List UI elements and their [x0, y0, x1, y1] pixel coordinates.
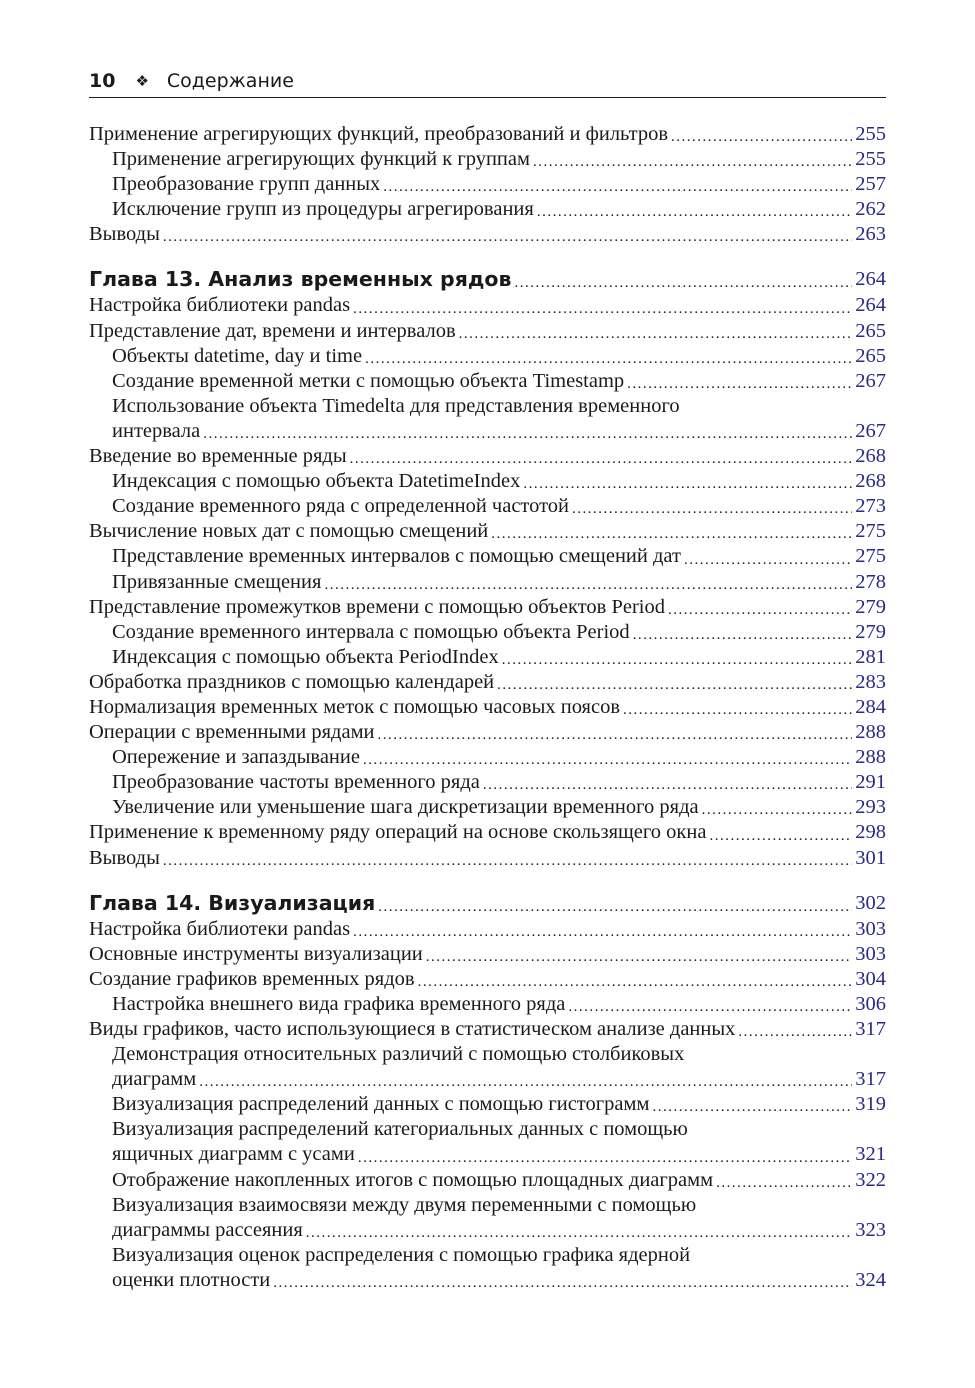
page-number: 10: [89, 69, 116, 92]
toc-page-number: 303: [855, 942, 886, 965]
toc-entry: [89, 344, 886, 369]
toc-entry-title: Увеличение или уменьшение шага дискретизации временного ряда: [112, 796, 699, 819]
toc-page-number: 255: [855, 123, 886, 145]
toc-entry: [89, 1193, 886, 1243]
dot-leader: [502, 651, 853, 670]
toc-page-number: 265: [855, 344, 886, 367]
toc-entry: [89, 570, 886, 595]
toc-chapter-entry: [89, 265, 886, 293]
toc-entry: [89, 820, 886, 845]
toc-entry: [89, 720, 886, 745]
toc-page-number: 323: [855, 1218, 886, 1241]
toc-entry-title-continuation: ящичных диаграмм с усами: [112, 1143, 355, 1166]
toc-entry: [89, 369, 886, 394]
toc-entry-title: Виды графиков, часто использующиеся в статистическом анализе данных: [89, 1018, 736, 1040]
toc-entry: [89, 670, 886, 695]
toc-entry: [89, 942, 886, 967]
running-header: [89, 64, 886, 98]
toc-entry-title: Настройка библиотеки pandas: [89, 917, 351, 940]
toc-entry: [89, 795, 886, 820]
toc-entry: [89, 745, 886, 770]
toc-entry-title: Преобразование групп данных: [112, 173, 381, 196]
dot-leader: [623, 701, 852, 720]
book-page: [89, 64, 886, 1293]
toc-entry-title: Нормализация временных меток с помощью часовых поясов: [89, 695, 621, 718]
toc-page-number: 255: [855, 148, 886, 171]
toc-entry-title: Глава 13. Анализ временных рядов: [89, 267, 512, 292]
toc-page-number: 291: [855, 771, 886, 794]
dot-leader: [163, 228, 852, 247]
toc-entry-title-continuation: диаграммы рассеяния: [112, 1218, 303, 1241]
dot-leader: [702, 801, 853, 820]
toc-page-number: 275: [855, 520, 886, 543]
dot-leader: [716, 1174, 852, 1193]
dot-leader: [483, 776, 852, 795]
toc-entry-title: Создание временного интервала с помощью объекта Period: [112, 620, 630, 643]
toc-entry-title: Основные инструменты визуализации: [89, 942, 423, 965]
dot-leader: [491, 525, 852, 544]
toc-entry-title-continuation: оценки плотности: [112, 1268, 271, 1291]
toc-page-number: 264: [855, 294, 886, 317]
dot-leader: [652, 1098, 852, 1117]
toc-entry-title: Операции с временными рядами: [89, 721, 375, 744]
toc-entry: [89, 992, 886, 1017]
dot-leader: [627, 375, 852, 394]
toc-page-number: 267: [855, 419, 886, 442]
toc-entry-title: Введение во временные ряды: [89, 445, 347, 468]
running-header-title: Содержание: [166, 69, 294, 92]
toc-page-number: 321: [855, 1143, 886, 1166]
toc-page-number: 279: [855, 620, 886, 643]
toc-entry-title: Представление промежутков времени с помощью объектов Period: [89, 595, 665, 618]
dot-leader: [684, 551, 852, 570]
toc-entry: [89, 122, 886, 147]
toc-page-number: 279: [855, 595, 886, 618]
toc-entry-title: Визуализация распределений данных с помощью гистограмм: [112, 1093, 650, 1116]
table-of-contents: [89, 122, 886, 1293]
dot-leader: [365, 350, 852, 369]
dot-leader: [199, 1073, 852, 1092]
dot-leader: [203, 425, 852, 444]
dot-leader: [568, 998, 852, 1017]
toc-entry-title: Визуализация взаимосвязи между двумя переменными с помощью: [112, 1193, 697, 1216]
toc-page-number: 284: [855, 695, 886, 718]
toc-entry: [89, 846, 886, 871]
dot-leader: [378, 726, 853, 745]
toc-page-number: 306: [855, 992, 886, 1015]
toc-entry: [89, 1042, 886, 1092]
toc-page-number: 319: [855, 1093, 886, 1116]
dot-leader: [273, 1274, 852, 1293]
toc-entry: [89, 620, 886, 645]
dot-leader: [163, 852, 852, 871]
toc-entry: [89, 770, 886, 795]
toc-entry: [89, 444, 886, 469]
diamond-icon: ❖: [135, 71, 149, 90]
dot-leader: [306, 1224, 852, 1243]
toc-page-number: 264: [855, 268, 886, 291]
toc-entry-title: Вычисление новых дат с помощью смещений: [89, 520, 489, 543]
dot-leader: [353, 923, 852, 942]
toc-entry-title: Представление временных интервалов с помощью смещений дат: [112, 545, 681, 568]
toc-entry: [89, 197, 886, 222]
toc-entry-title: Опережение и запаздывание: [112, 746, 360, 769]
toc-entry: [89, 917, 886, 942]
toc-page-number: 267: [855, 369, 886, 392]
toc-entry-title: Демонстрация относительных различий с помощью столбиковых: [112, 1043, 685, 1066]
toc-entry-title: Применение агрегирующих функций, преобразований и фильтров: [89, 123, 669, 145]
toc-entry: [89, 494, 886, 519]
dot-leader: [418, 973, 853, 992]
toc-page-number: 301: [855, 846, 886, 869]
dot-leader: [572, 500, 852, 519]
toc-entry: [89, 544, 886, 569]
toc-entry: [89, 222, 886, 247]
toc-entry-title: Создание временной метки с помощью объекта Timestamp: [112, 369, 625, 392]
toc-entry-title: Применение к временному ряду операций на основе скользящего окна: [89, 821, 707, 844]
toc-entry-title: Настройка библиотеки pandas: [89, 294, 351, 317]
toc-entry-title: Представление дат, времени и интервалов: [89, 319, 456, 342]
toc-entry-title: Индексация с помощью объекта PeriodIndex: [112, 645, 499, 668]
dot-leader: [353, 300, 852, 319]
toc-page-number: 278: [855, 570, 886, 593]
dot-leader: [378, 898, 852, 917]
toc-entry: [89, 1168, 886, 1193]
toc-entry-title: Индексация с помощью объекта DatetimeIndex: [112, 470, 521, 493]
toc-page-number: 281: [855, 645, 886, 668]
toc-page-number: 257: [855, 173, 886, 196]
toc-entry: [89, 645, 886, 670]
toc-page-number: 317: [855, 1068, 886, 1091]
toc-entry: [89, 394, 886, 444]
dot-leader: [738, 1023, 852, 1042]
toc-entry-title-continuation: интервала: [112, 419, 201, 442]
dot-leader: [514, 274, 852, 293]
toc-entry-title: Использование объекта Timedelta для представления временного: [112, 394, 680, 417]
toc-entry-title: Привязанные смещения: [112, 570, 322, 593]
toc-page-number: 288: [855, 721, 886, 744]
toc-entry-title: Применение агрегирующих функций к группам: [112, 148, 530, 171]
dot-leader: [709, 827, 852, 846]
toc-entry-title: Объекты datetime, day и time: [112, 344, 363, 367]
toc-entry: [89, 519, 886, 544]
toc-entry: [89, 695, 886, 720]
toc-entry: [89, 967, 886, 992]
toc-page-number: 298: [855, 821, 886, 844]
dot-leader: [426, 948, 852, 967]
toc-page-number: 304: [855, 967, 886, 990]
dot-leader: [497, 676, 852, 695]
toc-page-number: 268: [855, 470, 886, 493]
dot-leader: [671, 128, 852, 147]
toc-entry-title: Преобразование частоты временного ряда: [112, 771, 480, 794]
toc-entry-title: Визуализация оценок распределения с помощью графика ядерной: [112, 1243, 691, 1266]
dot-leader: [633, 626, 853, 645]
dot-leader: [523, 475, 852, 494]
dot-leader: [383, 178, 852, 197]
dot-leader: [533, 153, 852, 172]
toc-page-number: 262: [855, 198, 886, 221]
dot-leader: [537, 203, 852, 222]
toc-entry: [89, 147, 886, 172]
dot-leader: [350, 450, 853, 469]
toc-entry: [89, 1092, 886, 1117]
toc-entry-title: Создание графиков временных рядов: [89, 967, 415, 990]
toc-entry-title: Выводы: [89, 223, 160, 246]
toc-entry-title: Визуализация распределений категориальных данных с помощью: [112, 1118, 688, 1141]
dot-leader: [324, 576, 852, 595]
toc-entry: [89, 595, 886, 620]
toc-entry-title: Глава 14. Визуализация: [89, 890, 376, 915]
dot-leader: [358, 1149, 852, 1168]
toc-entry: [89, 1243, 886, 1293]
toc-entry-title: Исключение групп из процедуры агрегирования: [112, 198, 534, 221]
toc-entry-title: Создание временного ряда с определенной частотой: [112, 495, 569, 518]
toc-entry: [89, 172, 886, 197]
toc-page-number: 324: [855, 1268, 886, 1291]
toc-page-number: 302: [855, 891, 886, 914]
toc-page-number: 288: [855, 746, 886, 769]
toc-page-number: 303: [855, 917, 886, 940]
toc-page-number: 317: [855, 1018, 886, 1040]
toc-page-number: 275: [855, 545, 886, 568]
toc-entry: [89, 319, 886, 344]
toc-entry: [89, 293, 886, 318]
toc-entry-title: Обработка праздников с помощью календарей: [89, 670, 495, 693]
toc-page-number: 263: [855, 223, 886, 246]
toc-entry-title: Настройка внешнего вида графика временного ряда: [112, 992, 566, 1015]
toc-entry-title: Отображение накопленных итогов с помощью площадных диаграмм: [112, 1168, 714, 1191]
toc-entry: [89, 1017, 886, 1042]
toc-page-number: 268: [855, 445, 886, 468]
toc-entry: [89, 1117, 886, 1167]
dot-leader: [363, 751, 852, 770]
toc-entry-title: Выводы: [89, 846, 160, 869]
toc-page-number: 293: [855, 796, 886, 819]
toc-chapter-entry: [89, 889, 886, 917]
toc-page-number: 283: [855, 670, 886, 693]
toc-page-number: 265: [855, 319, 886, 342]
toc-page-number: 322: [855, 1168, 886, 1191]
toc-entry: [89, 469, 886, 494]
toc-entry-title-continuation: диаграмм: [112, 1068, 197, 1091]
toc-page-number: 273: [855, 495, 886, 518]
dot-leader: [668, 601, 852, 620]
dot-leader: [459, 325, 853, 344]
